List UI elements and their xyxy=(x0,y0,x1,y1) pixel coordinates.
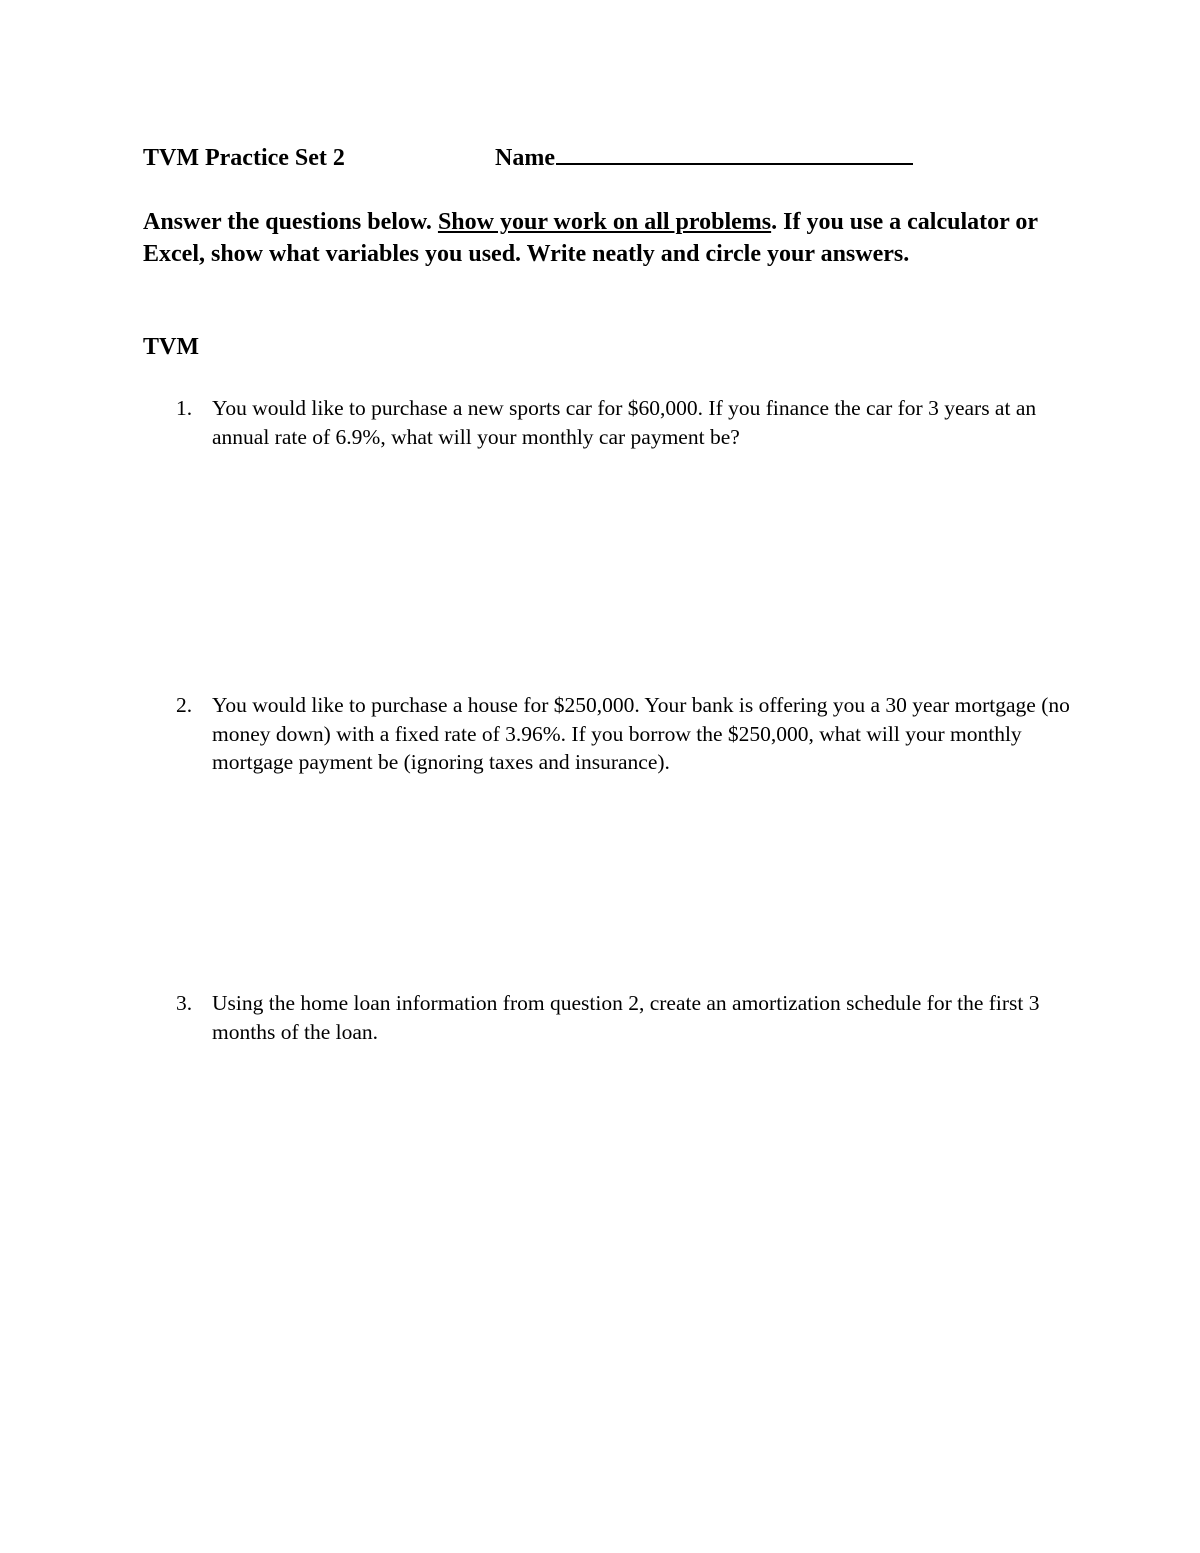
question-number: 2. xyxy=(176,693,193,717)
question-number: 1. xyxy=(176,396,193,420)
question-item xyxy=(176,394,1076,451)
question-text: You would like to purchase a house for $250,000. Your bank is offering you a 30 year mortgage (no money down) with a fixed rate of 3.96%. If you borrow the $250,000, what will your monthly mortgage payment be (ignoring taxes and insurance). xyxy=(212,693,1070,774)
name-blank-line xyxy=(556,143,913,165)
question-number: 3. xyxy=(176,991,193,1015)
question-text: Using the home loan information from question 2, create an amortization schedule for the first 3 months of the loan. xyxy=(212,991,1040,1044)
question-item xyxy=(176,989,1076,1046)
name-label: Name xyxy=(495,145,555,171)
instructions-part2: . If you use a calculator or Excel, show what variables you used. Write neatly and circle your answers. xyxy=(143,209,1038,267)
instructions-underlined: Show your work on all problems xyxy=(437,209,772,235)
question-text: You would like to purchase a new sports car for $60,000. If you finance the car for 3 years at an annual rate of 6.9%, what will your monthly car payment be? xyxy=(212,396,1037,449)
page-title: TVM Practice Set 2 xyxy=(143,145,345,171)
question-item xyxy=(176,691,1076,777)
header-row xyxy=(143,143,913,173)
section-heading: TVM xyxy=(143,334,199,360)
instructions-part1: Answer the questions below. xyxy=(143,209,438,235)
instructions-paragraph xyxy=(143,206,1043,270)
